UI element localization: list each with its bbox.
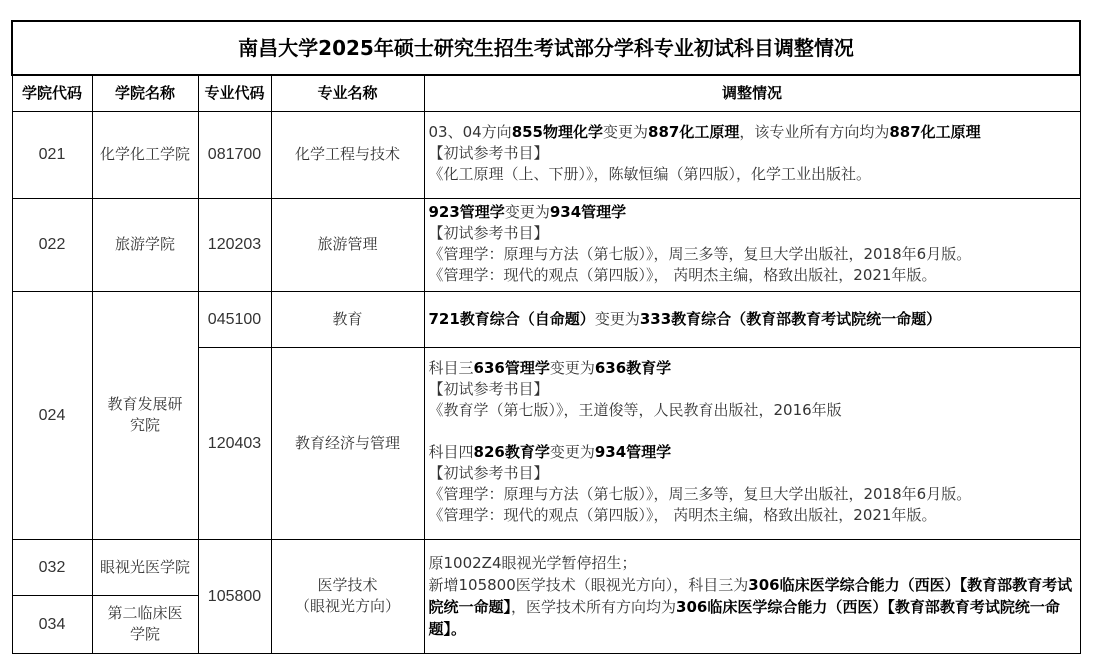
college-name: 教育发展研究院 xyxy=(92,291,198,539)
major-code: 105800 xyxy=(198,539,271,653)
reference-book: 《教育学（第七版）》，王道俊等，人民教育出版社，2016年版 xyxy=(428,400,842,419)
reference-heading: 【初试参考书目】 xyxy=(428,463,549,482)
college-name: 眼视光医学院 xyxy=(92,539,198,595)
adjustment-cell xyxy=(424,347,1080,539)
reference-book: 《管理学：原理与方法（第七版）》，周三多等，复旦大学出版社，2018年6月版。 xyxy=(428,244,972,263)
header-college-code: 学院代码 xyxy=(12,75,92,111)
header-major-name: 专业名称 xyxy=(271,75,424,111)
college-name: 化学化工学院 xyxy=(92,111,198,198)
adjustment-line: 原1002Z4眼视光学暂停招生； xyxy=(428,553,637,572)
college-name: 第二临床医学院 xyxy=(92,595,198,653)
college-code: 032 xyxy=(12,539,92,595)
table-row xyxy=(12,291,1080,347)
college-name: 旅游学院 xyxy=(92,198,198,291)
table-row xyxy=(12,539,1080,595)
reference-book: 《管理学：现代的观点（第四版）》， 芮明杰主编，格致出版社，2021年版。 xyxy=(428,265,937,284)
major-name: 教育 xyxy=(271,291,424,347)
adjustment-cell xyxy=(424,291,1080,347)
adjustment-line: 科目三636管理学变更为636教育学 xyxy=(428,358,672,377)
adjustment-line: 03、04方向855物理化学变更为887化工原理，该专业所有方向均为887化工原理 xyxy=(428,122,981,141)
reference-book: 《管理学：现代的观点（第四版）》， 芮明杰主编，格致出版社，2021年版。 xyxy=(428,505,937,524)
reference-heading: 【初试参考书目】 xyxy=(428,223,549,242)
table-title: 南昌大学2025年硕士研究生招生考试部分学科专业初试科目调整情况 xyxy=(12,21,1080,75)
adjustment-table xyxy=(11,20,1081,654)
college-code: 024 xyxy=(12,291,92,539)
adjustment-line: 新增105800医学技术（眼视光方向），科目三为306临床医学综合能力（西医）【教育部教育考试院统一命题】，医学技术所有方向均为306临床医学综合能力（西医）【教育部教育考试院统一命题】。 xyxy=(428,575,1073,638)
adjustment-cell xyxy=(424,539,1080,653)
adjustment-cell xyxy=(424,111,1080,198)
reference-heading: 【初试参考书目】 xyxy=(428,143,549,162)
reference-book: 《管理学：原理与方法（第七版）》，周三多等，复旦大学出版社，2018年6月版。 xyxy=(428,484,972,503)
adjustment-cell xyxy=(424,198,1080,291)
major-code: 120403 xyxy=(198,347,271,539)
college-code: 022 xyxy=(12,198,92,291)
major-name: 医学技术 （眼视光方向） xyxy=(271,539,424,653)
reference-heading: 【初试参考书目】 xyxy=(428,379,549,398)
college-code: 034 xyxy=(12,595,92,653)
college-code: 021 xyxy=(12,111,92,198)
table-row xyxy=(12,111,1080,198)
adjustment-line: 923管理学变更为934管理学 xyxy=(428,202,627,221)
header-college-name: 学院名称 xyxy=(92,75,198,111)
header-major-code: 专业代码 xyxy=(198,75,271,111)
major-name: 教育经济与管理 xyxy=(271,347,424,539)
header-adjustment: 调整情况 xyxy=(424,75,1080,111)
table-row xyxy=(12,198,1080,291)
major-name: 旅游管理 xyxy=(271,198,424,291)
adjustment-line: 721教育综合（自命题）变更为333教育综合（教育部教育考试院统一命题） xyxy=(428,309,942,328)
major-code: 081700 xyxy=(198,111,271,198)
adjustment-line: 科目四826教育学变更为934管理学 xyxy=(428,442,672,461)
reference-book: 《化工原理（上、下册）》，陈敏恒编（第四版），化学工业出版社。 xyxy=(428,164,872,183)
major-code: 045100 xyxy=(198,291,271,347)
major-code: 120203 xyxy=(198,198,271,291)
major-name: 化学工程与技术 xyxy=(271,111,424,198)
